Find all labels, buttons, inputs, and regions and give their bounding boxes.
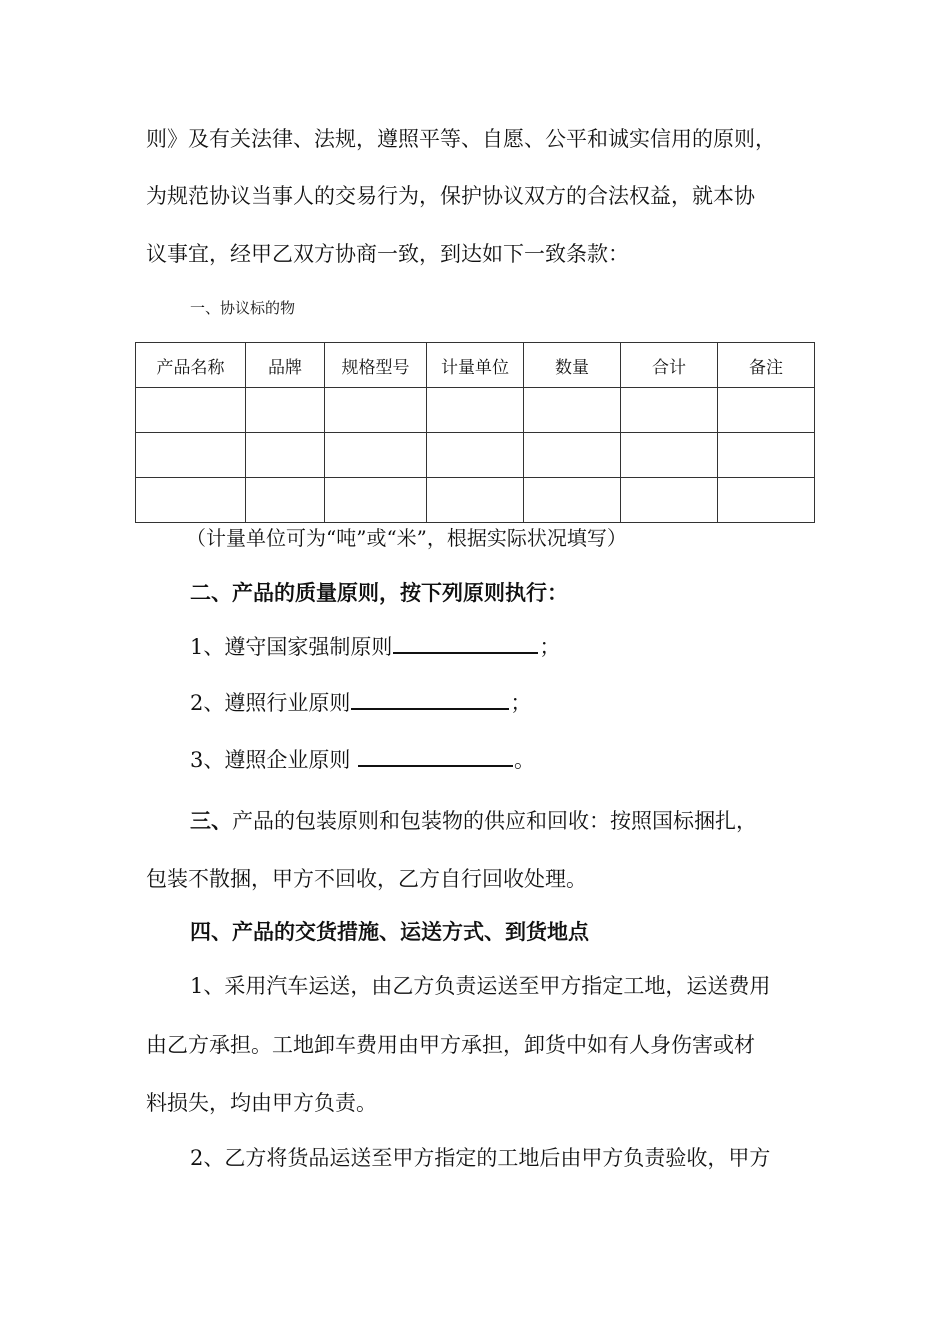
intro-line-1: 则》及有关法律、法规，遵照平等、自愿、公平和诚实信用的原则， bbox=[146, 127, 776, 151]
quality-item-1-end: ； bbox=[539, 635, 561, 659]
delivery-p1-line-2: 由乙方承担。工地卸车费用由甲方承担，卸货中如有人身伤害或材 bbox=[146, 1033, 755, 1057]
header-cell: 计量单位 bbox=[427, 343, 524, 388]
table-cell bbox=[136, 433, 246, 478]
quality-item-3-end: 。 bbox=[514, 748, 536, 772]
quality-item-3 bbox=[190, 745, 535, 775]
table-cell bbox=[524, 433, 621, 478]
table-cell bbox=[136, 388, 246, 433]
quality-item-2-label: 2、遵照行业原则 bbox=[190, 691, 351, 715]
quality-item-1-label: 1、遵守国家强制原则 bbox=[190, 635, 393, 659]
table-cell bbox=[427, 388, 524, 433]
table-cell bbox=[718, 388, 815, 433]
section-3-line-1 bbox=[190, 806, 757, 836]
quality-item-2-end: ； bbox=[510, 691, 532, 715]
table-cell bbox=[718, 478, 815, 523]
table-cell bbox=[325, 478, 427, 523]
quality-item-2 bbox=[190, 688, 531, 718]
table-cell bbox=[325, 433, 427, 478]
header-cell: 备注 bbox=[718, 343, 815, 388]
table-cell bbox=[621, 433, 718, 478]
table-cell bbox=[524, 478, 621, 523]
table-cell bbox=[325, 388, 427, 433]
section-3-text: 产品的包装原则和包装物的供应和回收：按照国标捆扎， bbox=[232, 809, 757, 833]
delivery-p2-line-1: 2、乙方将货品运送至甲方指定的工地后由甲方负责验收，甲方 bbox=[190, 1146, 771, 1170]
table-cell bbox=[718, 433, 815, 478]
table-row bbox=[136, 388, 815, 433]
delivery-p1-line-3: 料损失，均由甲方负责。 bbox=[146, 1091, 377, 1115]
delivery-p1-line-1: 1、采用汽车运送，由乙方负责运送至甲方指定工地，运送费用 bbox=[190, 974, 771, 998]
table-cell bbox=[246, 388, 325, 433]
table-note: （计量单位可为“吨”或“米”，根据实际状况填写） bbox=[186, 526, 627, 550]
table-cell bbox=[246, 433, 325, 478]
fill-blank[interactable] bbox=[393, 632, 538, 654]
table-cell bbox=[621, 388, 718, 433]
header-cell: 产品名称 bbox=[136, 343, 246, 388]
header-cell: 品牌 bbox=[246, 343, 325, 388]
section-4-heading: 四、产品的交货措施、运送方式、到货地点 bbox=[190, 920, 589, 944]
fill-blank[interactable] bbox=[358, 745, 513, 767]
section-2-heading: 二、产品的质量原则，按下列原则执行： bbox=[190, 581, 568, 605]
section-1-heading: 一、协议标的物 bbox=[190, 299, 296, 317]
table-row bbox=[136, 478, 815, 523]
table-cell bbox=[246, 478, 325, 523]
intro-line-2: 为规范协议当事人的交易行为，保护协议双方的合法权益，就本协 bbox=[146, 184, 755, 208]
table-header-row bbox=[136, 343, 815, 388]
header-cell: 合计 bbox=[621, 343, 718, 388]
table-cell bbox=[136, 478, 246, 523]
table-cell bbox=[524, 388, 621, 433]
header-cell: 规格型号 bbox=[325, 343, 427, 388]
quality-item-1 bbox=[190, 632, 560, 662]
fill-blank[interactable] bbox=[351, 688, 509, 710]
items-table bbox=[135, 342, 815, 523]
header-cell: 数量 bbox=[524, 343, 621, 388]
table-row bbox=[136, 433, 815, 478]
quality-item-3-label: 3、遵照企业原则 bbox=[190, 748, 358, 772]
table-cell bbox=[427, 478, 524, 523]
intro-line-3: 议事宜，经甲乙双方协商一致，到达如下一致条款： bbox=[146, 242, 629, 266]
section-3-heading: 三、 bbox=[190, 809, 232, 833]
table-cell bbox=[427, 433, 524, 478]
section-3-line-2: 包装不散捆，甲方不回收，乙方自行回收处理。 bbox=[146, 867, 587, 891]
table-cell bbox=[621, 478, 718, 523]
